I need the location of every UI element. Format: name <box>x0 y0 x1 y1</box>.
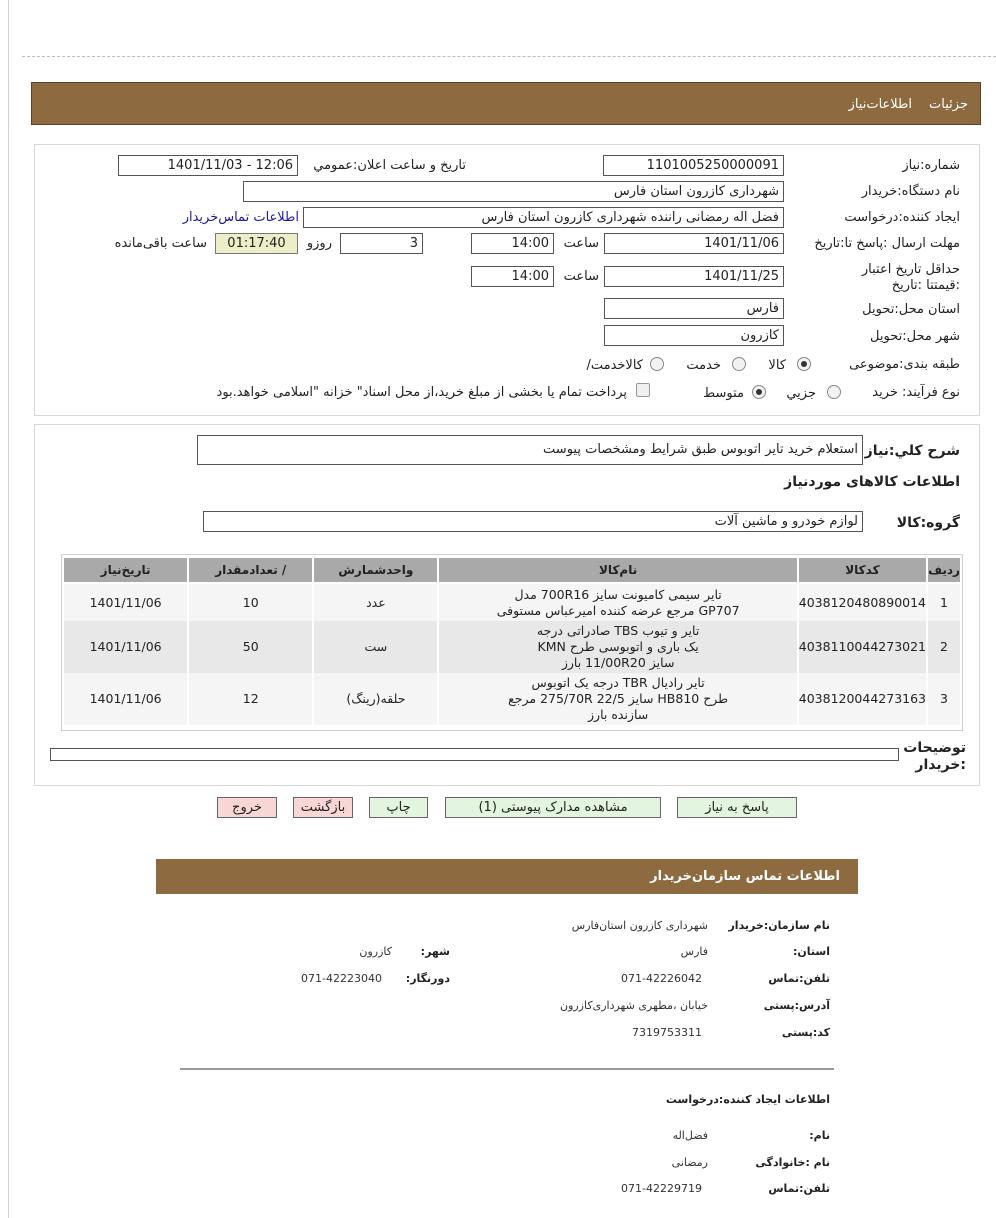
contact-title: اطلاعات تماس سازمان‌خریدار <box>650 869 840 884</box>
print-button[interactable]: چاپ <box>369 797 428 818</box>
general-desc-field: استعلام خرید تایر اتوبوس طبق شرایط ومشخصات پیوست <box>197 435 863 465</box>
creator-info-title: اطلاعات ایجاد کننده:درخواست <box>665 1093 830 1106</box>
contact-header-bar <box>156 859 858 894</box>
contact-org-value: شهرداری کازرون استان‌فارس <box>571 919 708 932</box>
goods-info-title: اطلاعات کالاهای موردنیاز <box>784 474 960 490</box>
row-name <box>438 621 797 673</box>
contact-postal-label: کد:پستی <box>781 1026 830 1039</box>
row-name <box>438 673 797 725</box>
province-field: فارس <box>604 298 784 319</box>
creator-name-value: فضل‌اله <box>672 1129 708 1142</box>
contact-province-value: فارس <box>680 945 708 958</box>
goods-group-label: گروه:کالا <box>896 515 960 531</box>
creator-phone-label: تلفن:تماس <box>768 1182 830 1195</box>
row-date: 1401/11/06 <box>63 673 188 725</box>
col-unit-header: واحدشمارش <box>313 557 438 583</box>
contact-address-label: آدرس:پستی <box>763 999 830 1012</box>
row-unit: ست <box>313 621 438 673</box>
deadline-label: مهلت ارسال :پاسخ تا:تاریخ <box>814 236 960 251</box>
table-row <box>63 621 961 673</box>
contact-phone-value: 071-42226042 <box>621 972 702 985</box>
category-label: طبقه بندی:موضوعی <box>849 357 960 372</box>
contact-fax-value: 071-42223040 <box>301 972 382 985</box>
need-number-label: شماره:نیاز <box>902 158 960 173</box>
category-service-radio[interactable] <box>732 357 746 371</box>
row-unit: عدد <box>313 583 438 621</box>
creator-phone-value: 071-42229719 <box>621 1182 702 1195</box>
buyer-notes-field <box>50 748 899 761</box>
items-table-frame <box>61 554 963 731</box>
category-service-label: خدمت <box>686 358 721 373</box>
row-name-line: تایر رادیال TBR درجه یک اتوبوس <box>531 675 705 690</box>
row-name-line: GP707 مرجع عرضه کننده امیرعباس مستوفی <box>496 602 740 618</box>
col-name-header: نام‌کالا <box>438 557 797 583</box>
remaining-timer: 01:17:40 <box>215 233 298 254</box>
back-button[interactable]: بازگشت <box>293 797 353 818</box>
validity-date-field: 1401/11/25 <box>604 266 784 287</box>
creator-family-value: رمضانی <box>671 1156 708 1169</box>
province-label: استان محل:تحویل <box>862 302 960 317</box>
row-name-line: تایر و تیوب TBS صادراتی درجه <box>536 623 700 638</box>
process-minor-radio[interactable] <box>827 385 841 399</box>
details-header-bar <box>31 82 981 125</box>
treasury-checkbox[interactable] <box>636 383 650 397</box>
exit-button[interactable]: خروج <box>217 797 277 818</box>
row-name-line: سایز 11/00R20 بارز <box>561 655 675 670</box>
creator-name-label: :نام <box>809 1129 830 1142</box>
contact-divider <box>180 1068 834 1070</box>
tab-details[interactable]: جزئیات <box>929 97 968 112</box>
row-name <box>438 583 797 621</box>
row-code: 4038120480890014 <box>798 583 927 621</box>
row-qty: 50 <box>188 621 313 673</box>
announce-date-field: 1401/11/03 - 12:06 <box>118 155 298 176</box>
buyer-org-field: شهرداری کازرون استان فارس <box>243 181 784 202</box>
top-divider <box>22 56 996 57</box>
row-unit: حلقه(رینگ) <box>313 673 438 725</box>
contact-postal-value: 7319753311 <box>632 1026 702 1039</box>
buyer-org-label: نام دستگاه:خریدار <box>861 184 960 199</box>
items-table <box>62 556 962 725</box>
process-medium-radio[interactable] <box>752 385 766 399</box>
need-number-field: 1101005250000091 <box>603 155 784 176</box>
row-index: 3 <box>927 673 961 725</box>
contact-city-label: :شهر <box>420 945 450 958</box>
category-goods-label: کالا <box>768 358 786 373</box>
contact-org-label: نام سازمان:خریدار <box>728 919 830 932</box>
remaining-label: ساعت باقی‌مانده <box>114 236 207 251</box>
table-header-row <box>63 557 961 583</box>
validity-time-field: 14:00 <box>471 266 554 287</box>
row-qty: 10 <box>188 583 313 621</box>
deadline-time-field: 14:00 <box>471 233 554 254</box>
row-name-line: تایر سیمی کامیونت سایز 700R16 مدل <box>514 586 722 602</box>
validity-label: حداقل تاریخ اعتبار :قیمتتا :تاریخ <box>861 262 960 293</box>
row-qty: 12 <box>188 673 313 725</box>
row-name-line: طرح HB810 سایز 275/70R 22/5 مرجع <box>508 691 729 706</box>
category-goods-radio[interactable] <box>797 357 811 371</box>
contact-city-value: کازرون <box>359 945 392 958</box>
view-attachments-button[interactable]: مشاهده مدارک پیوستی (1) <box>445 797 661 818</box>
category-both-radio[interactable] <box>650 357 664 371</box>
process-label: نوع فرآیند: خرید <box>872 385 960 400</box>
row-code: 4038110044273021 <box>798 621 927 673</box>
city-field: کازرون <box>604 325 784 346</box>
treasury-note: پرداخت تمام یا بخشی از مبلغ خرید،از محل اسناد" خزانه "اسلامی خواهد.بود <box>216 385 627 400</box>
row-date: 1401/11/06 <box>63 583 188 621</box>
contact-phone-label: تلفن:تماس <box>768 972 830 985</box>
creator-family-label: نام :خانوادگی <box>755 1156 830 1169</box>
goods-group-field: لوازم خودرو و ماشین آلات <box>203 511 863 532</box>
contact-fax-label: :دورنگار <box>405 972 450 985</box>
deadline-hour-label: ساعت <box>563 236 599 251</box>
row-name-line: یک باری و اتوبوسی طرح KMN <box>537 639 699 654</box>
announce-label: تاریخ و ساعت اعلان:عمومي <box>313 158 466 173</box>
process-medium-label: متوسط <box>703 386 744 401</box>
contact-address-value: خیابان ،مطهری شهرداری‌کازرون <box>559 999 708 1012</box>
row-date: 1401/11/06 <box>63 621 188 673</box>
days-field: 3 <box>340 233 423 254</box>
col-date-header: تاریخ‌نیاز <box>63 557 188 583</box>
col-code-header: کدکالا <box>798 557 927 583</box>
row-code: 4038120044273163 <box>798 673 927 725</box>
row-index: 1 <box>927 583 961 621</box>
city-label: شهر محل:تحویل <box>870 329 960 344</box>
creator-label: ایجاد کننده:درخواست <box>844 210 960 225</box>
category-both-label: /کالاخدمت <box>586 358 643 373</box>
reply-button[interactable]: پاسخ به نیاز <box>677 797 797 818</box>
buyer-contact-link[interactable]: اطلاعات تماس‌خریدار <box>182 210 299 225</box>
general-desc-label: شرح کلي:نیاز <box>864 443 960 459</box>
table-row <box>63 583 961 621</box>
validity-hour-label: ساعت <box>563 269 599 284</box>
row-index: 2 <box>927 621 961 673</box>
buyer-notes-label: توضیحات :خریدار <box>903 740 966 773</box>
col-qty-header: / تعدادمقدار <box>188 557 313 583</box>
table-row <box>63 673 961 725</box>
tab-need-info[interactable]: اطلاعات‌نیاز <box>848 97 912 112</box>
days-label: روزو <box>306 236 332 251</box>
row-name-line: سازنده بارز <box>588 707 649 722</box>
contact-province-label: :استان <box>792 945 830 958</box>
col-row-header: ردیف <box>927 557 961 583</box>
left-border-line <box>8 0 9 1218</box>
deadline-date-field: 1401/11/06 <box>604 233 784 254</box>
creator-field: فضل اله رمضانی راننده شهرداری کازرون استان فارس <box>303 207 784 228</box>
process-minor-label: جزیي <box>786 386 816 401</box>
